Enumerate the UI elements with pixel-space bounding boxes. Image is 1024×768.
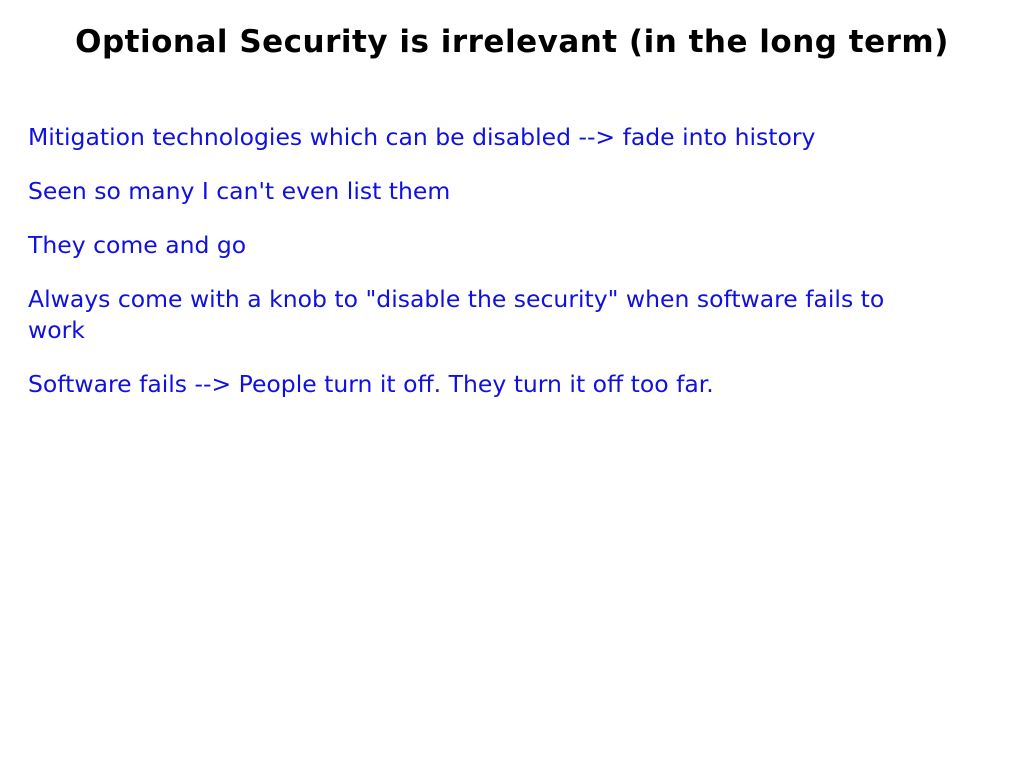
slide-body bbox=[28, 122, 978, 400]
body-line: They come and go bbox=[28, 231, 247, 259]
body-line: Mitigation technologies which can be disabled --> fade into history bbox=[28, 123, 816, 151]
body-line: Always come with a knob to "disable the security" when software fails to work bbox=[28, 285, 885, 344]
body-line: Seen so many I can't even list them bbox=[28, 177, 451, 205]
page-title: Optional Security is irrelevant (in the long term) bbox=[75, 24, 949, 60]
body-line: Software fails --> People turn it off. They turn it off too far. bbox=[28, 370, 714, 398]
